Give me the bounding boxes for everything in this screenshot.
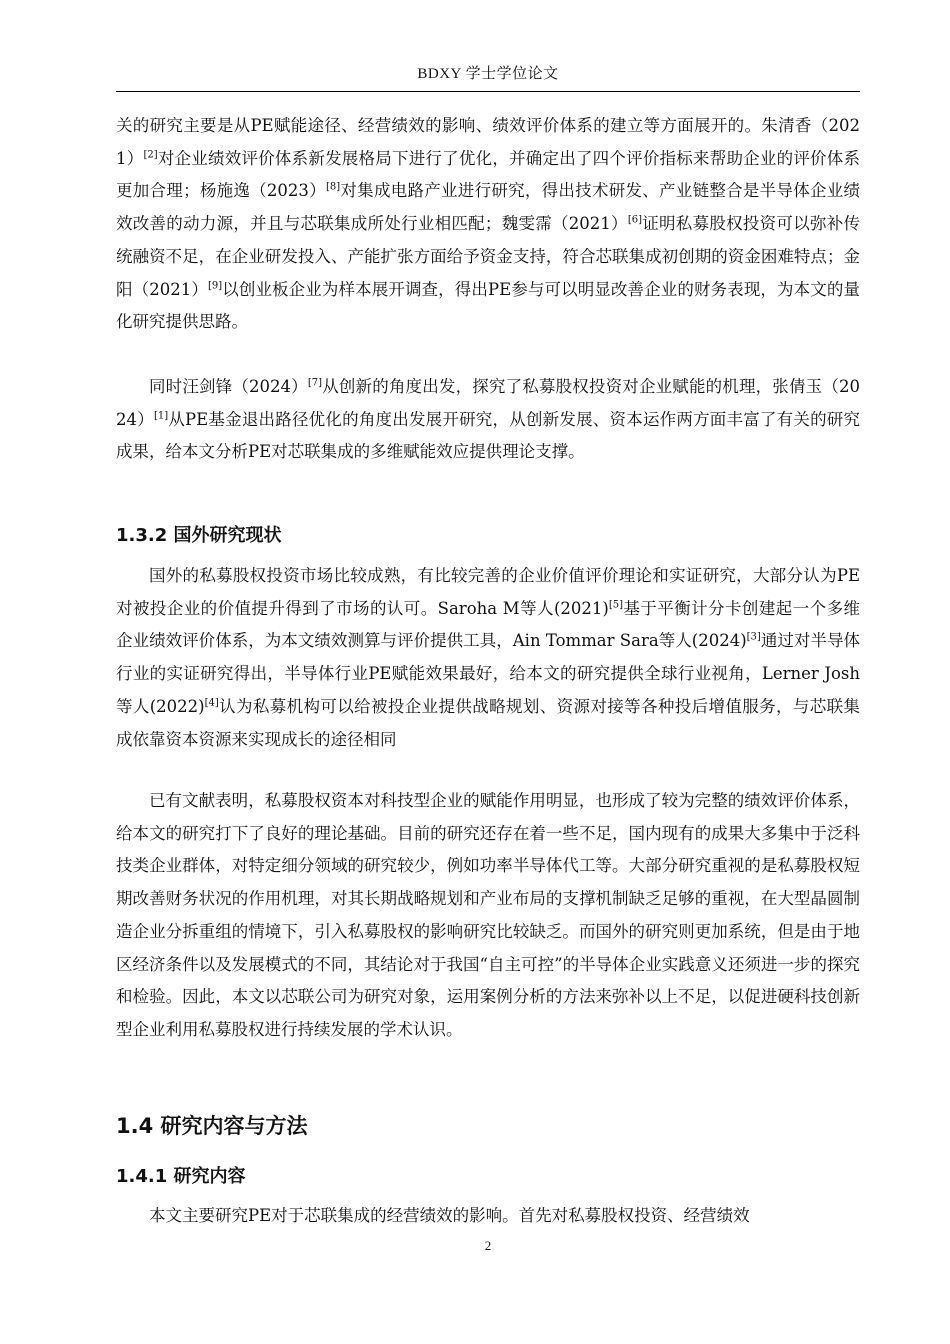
paragraph-domestic-review (116, 110, 860, 339)
text-run: 通过对半导体行业的实证研究得出，半导体行业PE赋能效果最好，给本文的研究提供全球行业视角，Lerner Josh等人(2022) (116, 631, 861, 716)
paragraph-text (116, 560, 860, 756)
citation-ref: [4] (204, 697, 219, 709)
text-run: 对集成电路产业进行研究，得出技术研发、产业链整合是半导体企业绩效改善的动力源，并且与芯联集成所处行业相匹配；魏雯霈（2021） (116, 181, 861, 234)
citation-ref: [3] (746, 631, 761, 643)
text-run: 基于平衡计分卡创建起一个多维企业绩效评价体系，为本文绩效测算与评价提供工具，Ain Tommar Sara等人(2024) (116, 598, 860, 651)
text-run: 从创新的角度出发，探究了私募股权投资对企业赋能的机理，张倩玉（2024） (116, 377, 860, 429)
citation-ref: [1] (153, 410, 169, 422)
text-run: 关的研究主要是从PE赋能途径、经营绩效的影响、绩效评价体系的建立等方面展开的。朱清香（2021） (116, 116, 860, 168)
text-run: 国外的私募股权投资市场比较成熟，有比较完善的企业价值评价理论和实证研究，大部分认为PE对被投企业的价值提升得到了市场的认可。Saroha M等人(2021) (116, 566, 860, 618)
paragraph-foreign-review (116, 560, 860, 756)
paragraph-text: 本文主要研究PE对于芯联集成的经营绩效的影响。首先对私募股权投资、经营绩效 (149, 1206, 750, 1225)
text-run: 同时汪剑锋（2024） (149, 377, 308, 396)
text-run: 以创业板企业为样本展开调查，得出PE参与可以明显改善企业的财务表现，为本文的量化研究提供思路。 (116, 279, 860, 332)
paragraph-innovation-review (116, 371, 860, 469)
paragraph-research-content (116, 1200, 860, 1233)
paragraph-literature-summary (116, 785, 860, 1047)
text-run: 证明私募股权投资可以弥补传统融资不足，在企业研发投入、产能扩张方面给予资金支持，符合芯联集成初创期的资金困难特点；金阳（2021） (116, 214, 861, 299)
section-heading-1-3-2: 1.3.2 国外研究现状 (116, 525, 282, 546)
paragraph-text: 已有文献表明，私募股权资本对科技型企业的赋能作用明显，也形成了较为完整的绩效评价体系，给本文的研究打下了良好的理论基础。目前的研究还存在着一些不足，国内现有的成果大多集中于泛科技类企业群体，对特定细分领域的研究较少，例如功率半导体代工等。大部分研究重视的是私募股权短期改善财务状况的作用机理，对其长期战略规划和产业布局的支撑机制缺乏足够的重视，在大型晶圆制造企业分拆重组的情境下，引入私募股权的影响研究比较缺乏。而国外的研究则更加系统，但是由于地区经济条件以及发展模式的不同，其结论对于我国“自主可控”的半导体企业实践意义还须进一步的探究和检验。因此，本文以芯联公司为研究对象，运用案例分析的方法来弥补以上不足，以促进硬科技创新型企业利用私募股权进行持续发展的学术认识。 (116, 791, 860, 1039)
citation-ref: [8] (325, 181, 341, 193)
citation-ref: [5] (608, 599, 623, 611)
section-heading-1-4: 1.4 研究内容与方法 (116, 1114, 308, 1138)
paragraph-text (116, 371, 860, 469)
text-run: 对企业绩效评价体系新发展格局下进行了优化，并确定出了四个评价指标来帮助企业的评价体系更加合理；杨施逸（2023） (116, 148, 861, 201)
citation-ref: [7] (307, 377, 323, 389)
citation-ref: [9] (207, 280, 223, 292)
citation-ref: [2] (143, 149, 158, 161)
citation-ref: [6] (627, 214, 642, 226)
paragraph-text (116, 110, 860, 339)
text-run: 认为私募机构可以给被投企业提供战略规划、资源对接等各种投后增值服务，与芯联集成依靠资本资源来实现成长的途径相同 (116, 696, 861, 749)
header-rule (116, 91, 860, 92)
page-number: 2 (484, 1238, 492, 1253)
running-header: BDXY 学士学位论文 (417, 66, 559, 82)
text-run: 从PE基金退出路径优化的角度出发展开研究，从创新发展、资本运作两方面丰富了有关的研究成果，给本文分析PE对芯联集成的多维赋能效应提供理论支撑。 (116, 409, 861, 462)
section-heading-1-4-1: 1.4.1 研究内容 (116, 1166, 246, 1187)
